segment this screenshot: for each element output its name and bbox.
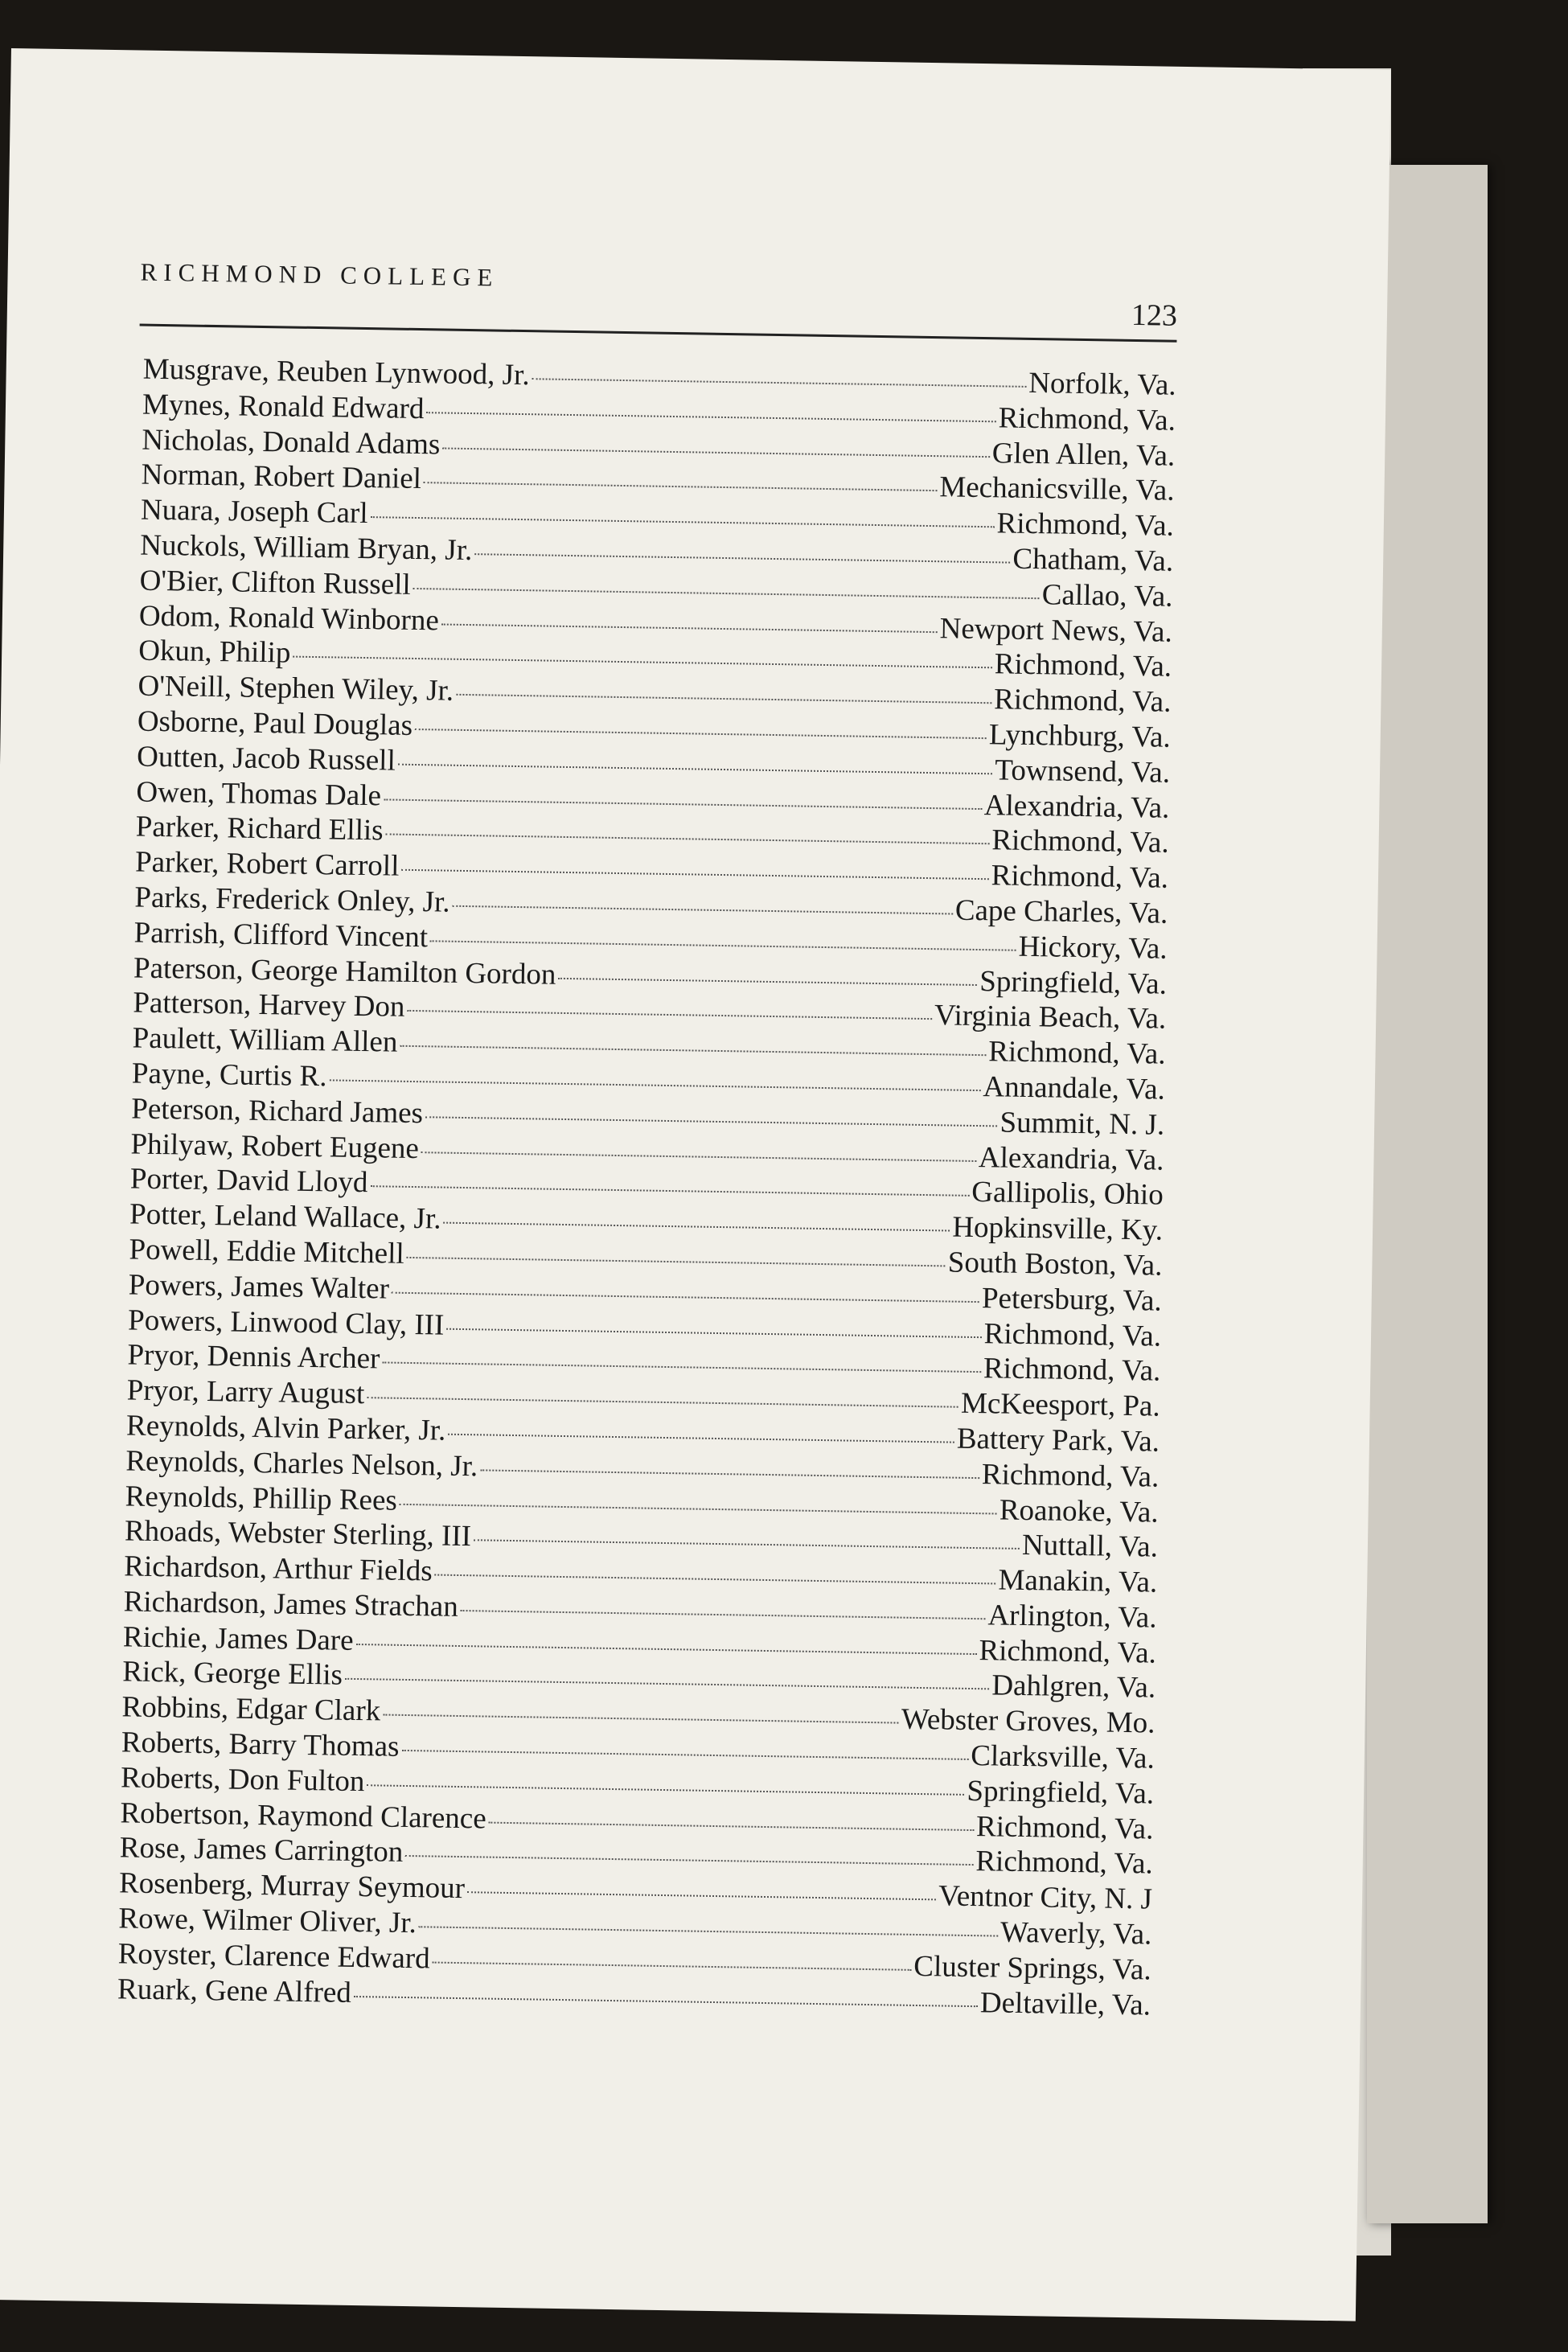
hometown: Callao, Va. <box>1041 578 1173 614</box>
dot-leader <box>442 447 989 458</box>
dot-leader <box>398 763 993 774</box>
dot-leader <box>456 694 991 704</box>
dot-leader <box>448 1434 954 1443</box>
student-name: Roberts, Barry Thomas <box>121 1726 400 1763</box>
dot-leader <box>407 1257 946 1267</box>
dot-leader <box>435 1574 996 1585</box>
student-name: Royster, Clarence Edward <box>117 1937 430 1976</box>
hometown: Clarksville, Va. <box>970 1739 1155 1775</box>
hometown: Battery Park, Va. <box>956 1422 1160 1459</box>
book-edge <box>1367 165 1488 2223</box>
dot-leader <box>345 1678 989 1690</box>
student-name: Peterson, Richard James <box>130 1092 424 1130</box>
student-name: Pryor, Dennis Archer <box>127 1338 380 1376</box>
student-name: Parker, Richard Ellis <box>135 810 384 848</box>
hometown: Nuttall, Va. <box>1021 1529 1159 1564</box>
hometown: South Boston, Va. <box>947 1246 1163 1283</box>
hometown: Alexandria, Va. <box>983 788 1170 825</box>
student-name: Ruark, Gene Alfred <box>117 1972 352 2009</box>
dot-leader <box>407 1010 932 1020</box>
header-rule <box>140 324 1177 343</box>
hometown: Webster Groves, Mo. <box>901 1702 1155 1740</box>
hometown: Cape Charles, Va. <box>954 893 1168 930</box>
hometown: Annandale, Va. <box>983 1070 1166 1106</box>
hometown: Richmond, Va. <box>991 859 1169 895</box>
hometown: Alexandria, Va. <box>978 1140 1164 1177</box>
hometown: Summit, N. J. <box>999 1106 1165 1142</box>
student-name: Parker, Robert Carroll <box>134 845 400 883</box>
student-name: Robertson, Raymond Clarence <box>120 1796 487 1836</box>
dot-leader <box>356 1644 977 1655</box>
student-name: Powers, Linwood Clay, III <box>127 1303 445 1342</box>
hometown: Richmond, Va. <box>983 1316 1162 1353</box>
student-name: Reynolds, Phillip Rees <box>125 1479 398 1517</box>
hometown: Richmond, Va. <box>993 683 1172 719</box>
dot-leader <box>489 1821 974 1830</box>
dot-leader <box>433 1961 912 1970</box>
dot-leader <box>293 656 991 669</box>
student-name: Powell, Eddie Mitchell <box>129 1233 405 1270</box>
dot-leader <box>367 1784 964 1796</box>
student-name: Philyaw, Robert Eugene <box>130 1127 420 1165</box>
student-name: Odom, Ronald Winborne <box>138 599 440 638</box>
student-name: Paterson, George Hamilton Gordon <box>133 951 556 991</box>
hometown: Gallipolis, Ohio <box>971 1176 1164 1213</box>
dot-leader <box>461 1610 986 1619</box>
student-name: Osborne, Paul Douglas <box>137 704 413 742</box>
dot-leader <box>401 1750 968 1760</box>
hometown: Roanoke, Va. <box>999 1493 1159 1529</box>
dot-leader <box>426 412 995 422</box>
student-name: Potter, Leland Wallace, Jr. <box>129 1197 441 1236</box>
student-name: Paulett, William Allen <box>132 1021 398 1059</box>
dot-leader <box>480 1469 979 1479</box>
student-name: Okun, Philip <box>138 634 291 670</box>
hometown: Richmond, Va. <box>981 1457 1160 1494</box>
hometown: Richmond, Va. <box>996 507 1175 543</box>
hometown: Townsend, Va. <box>995 753 1171 790</box>
student-name: Powers, James Walter <box>128 1268 390 1306</box>
dot-leader <box>452 905 952 915</box>
hometown: Richmond, Va. <box>991 823 1169 860</box>
dot-leader <box>370 1186 969 1197</box>
student-name: Roberts, Don Fulton <box>120 1761 365 1799</box>
hometown: Manakin, Va. <box>998 1563 1158 1599</box>
hometown: Chatham, Va. <box>1012 542 1174 578</box>
page-header <box>140 257 1178 333</box>
dot-leader <box>443 1222 950 1232</box>
dot-leader <box>441 623 938 633</box>
hometown: Richmond, Va. <box>987 1035 1166 1071</box>
student-name: Rowe, Wilmer Oliver, Jr. <box>118 1902 417 1940</box>
student-name: Reynolds, Charles Nelson, Jr. <box>125 1444 478 1484</box>
student-name: Nuckols, William Bryan, Jr. <box>139 528 473 568</box>
student-name: Richardson, Arthur Fields <box>124 1550 433 1588</box>
hometown: Dahlgren, Va. <box>991 1669 1156 1706</box>
dot-leader <box>446 1328 981 1337</box>
dot-leader <box>405 1855 973 1866</box>
dot-leader <box>421 1151 976 1162</box>
hometown: Glen Allen, Va. <box>991 436 1176 473</box>
hometown: Springfield, Va. <box>967 1774 1155 1811</box>
student-name: Rhoads, Webster Sterling, III <box>124 1514 472 1554</box>
student-name: Mynes, Ronald Edward <box>142 388 425 425</box>
running-head: RICHMOND COLLEGE <box>140 257 499 292</box>
hometown: Richmond, Va. <box>975 1809 1154 1846</box>
dot-leader <box>467 1891 936 1900</box>
student-name: Reynolds, Alvin Parker, Jr. <box>125 1409 446 1447</box>
dot-leader <box>385 834 989 845</box>
dot-leader <box>329 1079 980 1091</box>
student-name: Pryor, Larry August <box>126 1373 365 1411</box>
dot-leader <box>400 1503 997 1514</box>
dot-leader <box>382 1362 981 1373</box>
hometown: McKeesport, Pa. <box>960 1386 1160 1423</box>
hometown: Waverly, Va. <box>999 1915 1152 1952</box>
hometown: Hopkinsville, Ky. <box>952 1210 1164 1247</box>
hometown: Richmond, Va. <box>975 1845 1154 1882</box>
student-name: O'Bier, Clifton Russell <box>139 564 412 601</box>
dot-leader <box>400 1045 986 1056</box>
student-name: Porter, David Lloyd <box>129 1162 368 1200</box>
student-directory-list <box>117 352 1176 2023</box>
page-number: 123 <box>1131 298 1178 333</box>
student-name: Norman, Robert Daniel <box>141 458 422 496</box>
student-name: Richardson, James Strachan <box>123 1585 459 1623</box>
student-name: Rose, James Carrington <box>119 1831 404 1870</box>
dot-leader <box>419 1926 998 1936</box>
student-name: Rick, George Ellis <box>121 1655 343 1693</box>
student-name: Nuara, Joseph Carl <box>140 493 368 531</box>
student-name: Owen, Thomas Dale <box>136 775 382 812</box>
hometown: Deltaville, Va. <box>979 1985 1151 2022</box>
hometown: Arlington, Va. <box>987 1599 1157 1635</box>
student-name: Outten, Jacob Russell <box>136 740 396 778</box>
student-name: Rosenberg, Murray Seymour <box>118 1866 466 1906</box>
dot-leader <box>415 729 987 739</box>
hometown: Springfield, Va. <box>979 964 1168 1001</box>
book-page <box>0 48 1391 2321</box>
hometown: Richmond, Va. <box>998 401 1176 437</box>
hometown: Norfolk, Va. <box>1028 366 1176 402</box>
dot-leader <box>532 378 1027 388</box>
dot-leader <box>424 482 937 492</box>
student-name: Parks, Frederick Onley, Jr. <box>134 880 450 919</box>
student-name: Nicholas, Donald Adams <box>142 423 441 462</box>
student-name: Parrish, Clifford Vincent <box>133 916 429 954</box>
dot-leader <box>383 1714 899 1724</box>
dot-leader <box>413 588 1040 599</box>
hometown: Petersburg, Va. <box>981 1281 1163 1318</box>
dot-leader <box>384 798 982 810</box>
dot-leader <box>392 1291 979 1302</box>
hometown: Hickory, Va. <box>1018 930 1168 966</box>
dot-leader <box>425 1116 998 1127</box>
hometown: Lynchburg, Va. <box>988 718 1172 754</box>
dot-leader <box>354 1996 978 2007</box>
hometown: Cluster Springs, Va. <box>913 1949 1151 1987</box>
hometown: Richmond, Va. <box>979 1633 1157 1670</box>
hometown: Virginia Beach, Va. <box>934 999 1167 1036</box>
hometown: Mechanicsville, Va. <box>939 470 1175 508</box>
hometown: Newport News, Va. <box>939 611 1173 649</box>
student-name: Musgrave, Reuben Lynwood, Jr. <box>142 352 530 392</box>
hometown: Ventnor City, N. J <box>938 1879 1153 1916</box>
dot-leader <box>558 977 977 985</box>
student-name: Robbins, Edgar Clark <box>121 1690 381 1728</box>
hometown: Richmond, Va. <box>983 1352 1161 1388</box>
dot-leader <box>474 553 1010 563</box>
hometown: Richmond, Va. <box>994 647 1172 684</box>
student-name: Patterson, Harvey Don <box>133 986 405 1024</box>
student-name: Richie, James Dare <box>122 1620 354 1657</box>
dot-leader <box>430 940 1016 950</box>
student-name: Payne, Curtis R. <box>131 1057 327 1094</box>
dot-leader <box>401 869 988 880</box>
student-name: O'Neill, Stephen Wiley, Jr. <box>138 669 454 708</box>
dot-leader <box>370 516 994 527</box>
dot-leader <box>474 1540 1020 1550</box>
dot-leader <box>367 1397 958 1408</box>
